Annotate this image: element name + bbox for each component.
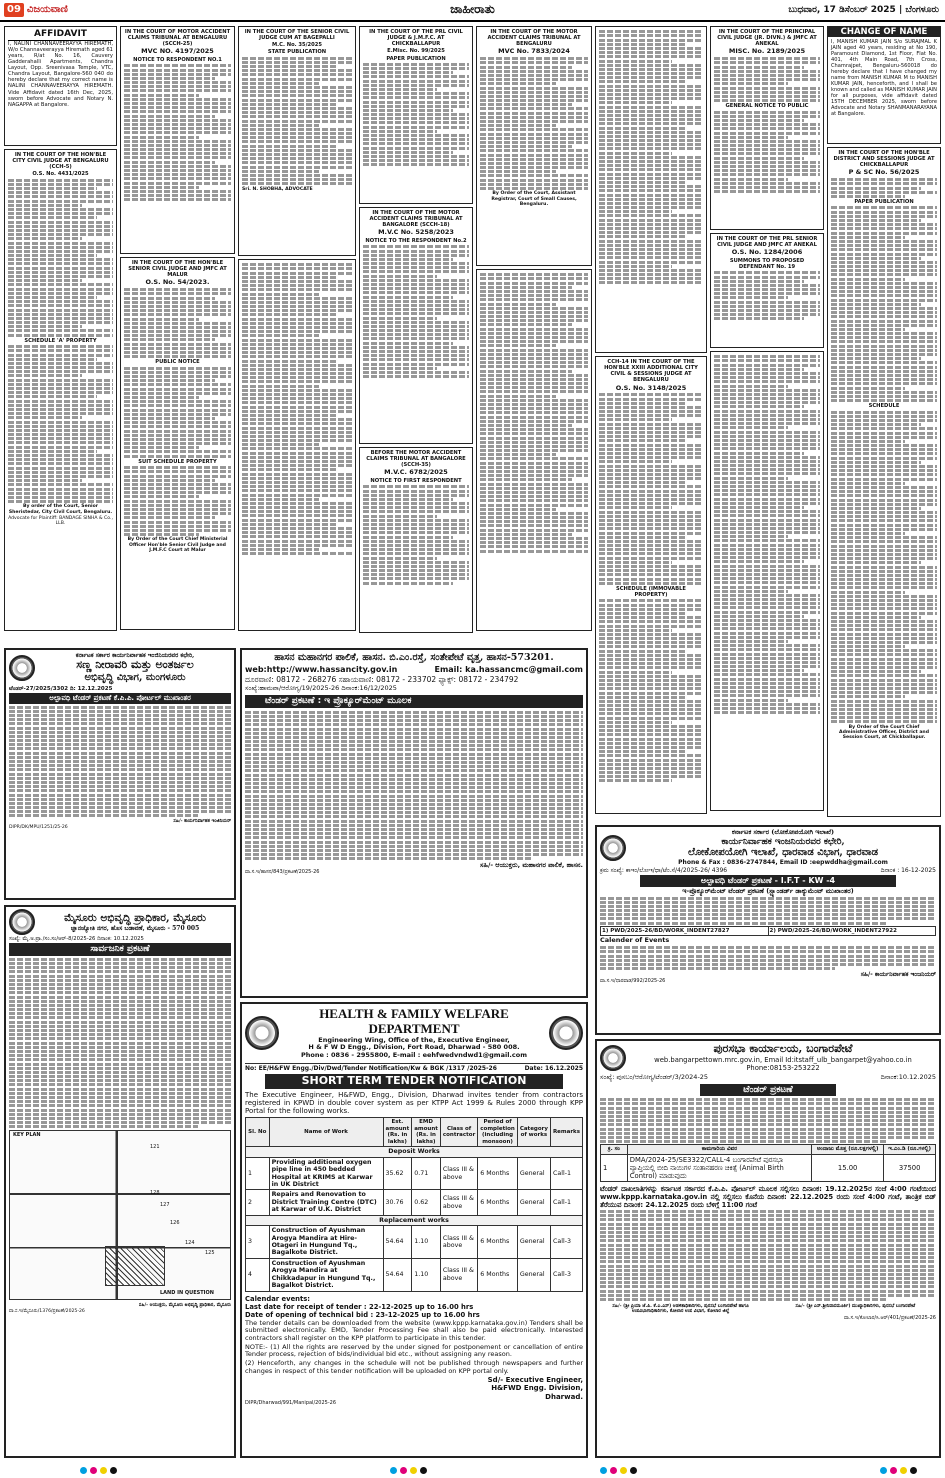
indent-1: 1) PWD/2025-26/BD/WORK_INDENT27827 [601,926,769,935]
pc-court: IN THE COURT OF THE HON'BLE DISTRICT AND SESSIONS JUDGE AT CHICKBALLAPUR [833,150,935,169]
bangarpet-ribbon: ಟೆಂಡರ್ ಪ್ರಕಟಣೆ [700,1084,836,1097]
cell-class: Class III & above [440,1157,477,1190]
os1-body [8,179,113,337]
dharwad-phone: Phone : 0836 - 2955800, E-mail : eehfwedvndwd1@gmail.com [301,1050,527,1059]
cell-class: Class III & above [440,1190,477,1215]
yellow-dot-icon [620,1467,627,1474]
cell-remarks: Call-3 [550,1258,582,1291]
mvc4-number: MVC No. 7833/2024 [498,47,570,56]
dharwad-health-tender-ad [240,1002,588,1458]
cell-work: DMA/2024-25/SE3322/CALL-4 ಬಂಗಾರಪೇಟೆ ಪುರಸಭಾ ವ್ಯಾಪ್ತಿಯಲ್ಲಿ ಬೀದಿ ನಾಯಿಗಳ ಸಂತಾನಹರಣ ಚಿಕಿತ್ಸೆ (Animal Birth Control) ಮಾಡುವುದು [627,1154,811,1181]
mvc-6782-notice [359,447,473,633]
mangaluru-title-2: ಸಣ್ಣ ನೀರಾವರಿ ಮತ್ತು ಅಂತರ್ಜಲ [76,658,194,672]
nhm-logo-icon [549,1016,583,1050]
opening-date: Date of opening of technical bid : 23-12-2025 up to 16.00 hrs [245,1310,480,1319]
cell-period: 6 Months [478,1258,518,1291]
date-line: ಬುಧವಾರ, 17 ಡಿಸೆಂಬರ್ 2025 | ಬೆಂಗಳೂರು [788,5,939,15]
magenta-dot-icon [400,1467,407,1474]
cell-emd: 0.62 [412,1190,441,1215]
pwd-sub: ಇ-ಪ್ರೊಕ್ಯೂರ್‌ಮೆಂಟ್ ಟೆಂಡರ್ ಪ್ರಕಟಣೆ (ಸ್ಟ್ಯಾಂಡರ್ಡ್ ಡಾಕ್ಯುಮೆಂಟ್ ಮುಖಾಂತರ) [682,886,854,895]
dharwad-sub1: Engineering Wing, Office of the, Executive Engineer, [318,1035,510,1044]
pwd-ribbon: ಅಲ್ಪಾವಧಿ ಟೆಂಡರ್ ಪ್ರಕಟಣೆ - I.F.T - KW -4 [640,875,896,886]
mysuru-public-notice-ad [4,905,236,1458]
pwd-phone: Phone & Fax : 0836-2747844, Email ID :eepwddha@gmail.com [678,859,888,867]
cell-emd: 37500 [884,1154,936,1181]
muda-logo-icon [9,909,35,935]
map-plot-label: 126 [170,1219,180,1226]
cell-est: 30.76 [383,1190,412,1215]
cell-remarks: Call-1 [550,1190,582,1215]
th-category: Category of works [517,1118,550,1147]
table-row [246,1226,583,1259]
os1-advocate: Advocate for Plaintiff: BANDAGE SINHA & Co., LLB. [8,516,113,527]
mysuru-title: ಮೈಸೂರು ಅಭಿವೃದ್ಧಿ ಪ್ರಾಧಿಕಾರ, ಮೈಸೂರು [64,912,206,925]
dharwad-ref: No: EE/H&FW Engg./Div/Dwd/Tender Notification/Kw & BGK /1317 /2025-26 [245,1064,497,1072]
os2-court: IN THE COURT OF THE HON'BLE SENIOR CIVIL JUDGE AND JMFC AT MALUR [128,260,227,279]
os1-court: IN THE COURT OF THE HON'BLE CITY CIVIL JUDGE AT BENGALURU (CCH-5) [12,152,109,171]
map-title: KEY PLAN [13,1131,41,1138]
mvc3-notice: NOTICE TO FIRST RESPONDENT [370,478,462,485]
black-dot-icon [630,1467,637,1474]
note-2: (2) Henceforth, any changes in the schedule will not be published through newspapers and further changes in respect of this tender notification will be uploaded on KPP portal only. [245,1358,583,1375]
signature-3: Dharwad. [545,1392,583,1401]
black-dot-icon [910,1467,917,1474]
indent-table [600,926,936,936]
os-54-2023-notice [120,257,235,630]
cell-work: Repairs and Renovation to District Training Centre (DTC) at Karwar of U.K. District [269,1190,383,1215]
mangaluru-ref: ಟೆಂಡರ್-27/2025/3302 ದಿ: 12.12.2025 [9,685,113,692]
hassan-web-link[interactable]: web:http://www.hassancity.gov.in [245,665,398,675]
pc-order: By Order of the Court Chief Administrative Officer, District and Session Court, at Chickballapur. [839,724,929,741]
cell-emd: 1.10 [412,1258,441,1291]
cyan-dot-icon [80,1467,87,1474]
map-plot-label: 124 [185,1239,195,1246]
mangaluru-title-1: ಕರ್ನಾಟಕ ಸರ್ಕಾರ ಕಾರ್ಯನಿರ್ವಾಹಕ ಇಂಜಿನಿಯರವರ ಕಛೇರಿ, [75,652,195,659]
cell-sl: 2 [246,1190,270,1215]
indent-2: 2) PWD/2025-26/BD/WORK_INDENT27922 [768,926,936,935]
cell-work: Construction of Ayushman Arogya Mandira at Hire-Otageri in Hungund Tq., Bagalkote District. [269,1226,383,1259]
pwd-signature: ಸಹಿ/- ಕಾರ್ಯನಿರ್ವಾಹಕ ಇಂಜನಿಯರ್ [860,971,936,979]
cell-class: Class III & above [440,1258,477,1291]
column-6 [595,26,707,821]
bangarpet-sig-right: ಸಹಿ/- (ಶ್ರೀ ಎಸ್.ಶ್ರೀನಿವಾಸಮೂರ್ತಿ) ಮುಖ್ಯಾಧಿಕಾರಿಗಳು, ಪುರಸಭೆ ಬಂಗಾರಪೇಟೆ [795,1304,916,1310]
th-period: Period of completion (including monsoon) [478,1118,518,1147]
os2-number: O.S. No. 54/2023. [145,278,210,287]
cyan-dot-icon [390,1467,397,1474]
karnataka-emblem-icon [9,655,35,681]
column-5 [476,26,592,641]
cell-work: Construction of Ayushman Arogya Mandira at Chikkadapur in Hungund Tq., Bagalkot District. [269,1258,383,1291]
bangarpet-title: ಪುರಸಭಾ ಕಾರ್ಯಾಲಯ, ಬಂಗಾರಪೇಟೆ [713,1042,853,1055]
table-row [246,1157,583,1190]
cell-sl: 1 [246,1157,270,1190]
bangarpet-web[interactable]: web.bangarpettown.mrc.gov.in, Email Id:itstaff_ulb_bangarpet@yahoo.co.in [654,1055,912,1064]
section-row [246,1147,583,1157]
mvc2-notice: NOTICE TO THE RESPONDENT No.2 [365,238,467,245]
karnataka-emblem-icon [245,1016,279,1050]
os4-schedule: SCHEDULE (IMMOVABLE PROPERTY) [616,585,686,599]
municipal-logo-icon [600,1045,626,1071]
column-1 [4,26,117,641]
cell-sl: 3 [246,1226,270,1259]
last-date: Last date for receipt of tender : 22-12-2025 up to 16.00 hrs [245,1302,474,1311]
pwd-date: ದಿನಾಂಕ : 16-12-2025 [880,867,936,875]
mangaluru-ribbon: ಅಲ್ಪಾವಧಿ ಟೆಂಡರ್ ಪ್ರಕಟಣೆ ಕೆ.ಪಿ.ಪಿ. ಪೋರ್ಟಲ್ ಮುಖಾಂತರ [9,693,231,703]
court1-heading: IN THE COURT OF THE SENIOR CIVIL JUDGE CUM AT BAGEPALLI [244,29,350,42]
cell-est: 54.64 [383,1226,412,1259]
pc-number: P & SC No. 56/2025 [848,168,920,177]
change-of-name-notice [827,26,941,144]
column-7 [710,26,824,821]
mvc1-sub: NOTICE TO RESPONDENT NO.1 [133,57,222,64]
os1-number: O.S. No. 4431/2025 [32,171,89,178]
th-sl: Sl. No [246,1118,270,1147]
os3-court: IN THE COURT OF THE PRL SENIOR CIVIL JUDGE AND JMFC AT ANEKAL [716,236,818,249]
os3-summons: SUMMONS TO PROPOSED DEFENDANT No. 19 [729,257,805,271]
mangaluru-tender-ad [4,648,236,900]
cell-est: 35.62 [383,1157,412,1190]
cell-remarks: Call-1 [550,1157,582,1190]
kannada-notice-a [595,26,707,353]
masthead [0,0,945,22]
mangaluru-dipr: DIPR/DK/MPU/1251/25-26 [9,825,68,831]
bangarpet-dates: ಟೆಂಡರ್ ದಾಖಲಾತಿಗಳನ್ನು ಕರ್ನಾಟಕ ಸರ್ಕಾರದ ಕೆ.ಪಿ.ಪಿ. ಪೋರ್ಟಲ್ ಮೂಲಕ ಸಲ್ಲಿಸಲು ದಿನಾಂಕ: 19.12.2025ರ ಸಂಜೆ 4:00 ಗಂಟೆಯಿಂದ www.kppp.karnataka.gov.in ನಲ್ಲಿ ಸಲ್ಲಿಸಲು ಕೊನೆಯ ದಿನಾಂಕ: 22.12.2025 ರಂದು ಸಂಜೆ 4:00 ಗಂಟೆ, ತಾಂತ್ರಿಕ ಬಿಡ್ ತೆರೆಯುವ ದಿನಾಂಕ: 24.12.2025 ರಂದು ಬೆಳಿಗ್ಗೆ 11:00 ಗಂಟೆ [600,1184,936,1209]
pc-schedule: SCHEDULE [868,403,900,410]
column-4 [359,26,473,641]
th-est: ಅಂದಾಜು ಮೊತ್ತ (ರೂ.ಲಕ್ಷಗಳಲ್ಲಿ) [812,1145,884,1154]
cell-sl: 4 [246,1258,270,1291]
kannada-notices-col5 [476,269,592,631]
signature-2: H&FWD Engg. Division, [491,1384,583,1393]
yellow-dot-icon [100,1467,107,1474]
table-row [246,1190,583,1215]
misc-number: MISC. No. 2189/2025 [728,47,806,56]
cell-work: Providing additional oxygen pipe line in 450 bedded Hospital at KRIMS at Karwar in UK District [269,1157,383,1190]
affidavit-title: AFFIDAVIT [8,29,113,41]
affidavit-notice [4,26,117,146]
mvc1-number: MVC NO. 4197/2025 [141,47,214,56]
note-1: NOTE:- (1) All the rights are reserved by the under signed for postponement or cancellation of entire Tender process, rejection of bids/individual bid etc., without assigning any reason. [245,1342,583,1359]
black-dot-icon [110,1467,117,1474]
pc-sub: PAPER PUBLICATION [854,199,914,206]
map-plot-label: 128 [150,1189,160,1196]
mvc4-order: By Order of the Court, Assistant Registrar, Court of Small Causes, Bengaluru. [491,191,577,208]
misc-2189-notice [710,26,824,230]
dharwad-intro: The Executive Engineer, H&FWD, Engg., Division, Dharwad invites tender from contractors registered in KPWD in double cover system as per KTPP Act 1999 & Rules 2000 through KPP Portal for the following works. [245,1090,583,1116]
column-3 [238,26,356,641]
mangaluru-title-3: ಅಭಿವೃದ್ಧಿ ವಿಭಾಗ, ಮಂಗಳೂರು [84,672,186,684]
map-plot-label: 121 [150,1143,160,1150]
mvc4-court: IN THE COURT OF THE MOTOR ACCIDENT CLAIMS TRIBUNAL AT BENGALURU [487,29,581,48]
mvc-5258-notice [359,207,473,444]
map-plot-label: 125 [205,1249,215,1256]
table-row [601,1154,936,1181]
dharwad-dipr: DIPR/Dharwad/991/Manipal/2025-26 [245,1399,337,1406]
table-header-row [246,1118,583,1147]
bagepalli-notice [238,26,356,256]
page-number: 09 [4,3,24,17]
os2-order: By Order of the Court Chief Ministerial Officer Hon'ble Senior Civil Judge and J.M.F.C Court at Malur [127,537,228,554]
cell-category: General [517,1258,550,1291]
mysuru-ribbon: ಸಾರ್ವಜನಿಕ ಪ್ರಕಟಣೆ [9,943,231,956]
affidavit-text: I, NALINI CHANNAVEERAYYA HIREMATH, W/o Channaveerayya Hiremath aged 61 years, R/at No. 16, Cauvery Gadderahalli Apartments, Chandra Layout, Opp. Sreenivasa Temple, VTC, Chandra Layout, Bangalore-560 040 do hereby declare that my correct name is NALINI CHANNAVEERAYYA HIREMATH. Vide Affidavit dated 16th Dec, 2025, sworn before Advocate and Notary N. NAGAPPA at Bangalore. [8,40,113,108]
court1-number: M.C. No. 35/2025 [272,42,322,49]
mvc-7833-notice [476,26,592,266]
hassan-phone: ದೂರವಾಣಿ: 08172 - 268276 ಸಹಾಯವಾಣಿ: 08172 - 233702 ಫ್ಯಾಕ್ಸ್: 08172 - 234792 [245,674,519,684]
print-registration-strip [0,1464,945,1478]
mysuru-address: ಜ್ಞಾನಜ್ಯೋತಿ ನಗರ, ಹೊಸ ಬಡಾವಣೆ, ಮೈಸೂರು - 570 005 [70,924,200,932]
os4-number: O.S. No. 3148/2025 [615,383,687,392]
dharwad-date: Date: 16.12.2025 [524,1064,583,1072]
paper-name: ವಿಜಯವಾಣಿ [26,4,68,15]
misc-court: IN THE COURT OF THE PRINCIPAL CIVIL JUDGE (JR. DIVN.) & JMFC AT ANEKAL [717,29,817,48]
karnataka-emblem-icon [600,835,626,861]
court1-heading: IN THE COURT OF THE PRL CIVIL JUDGE & J.M.F.C. AT CHICKBALLAPUR [369,29,463,48]
mysuru-dipr: ವಾ.ಸ.ಇ/ಮೈಸೂರು/1376/ಪ್ರಕಟಣೆ/2025-26 [9,1308,85,1314]
bangarpet-date: ದಿನಾಂಕ:10.12.2025 [880,1073,936,1081]
magenta-dot-icon [610,1467,617,1474]
court1-sub: PAPER PUBLICATION [386,55,446,62]
th-emd: EMD amount (Rs. in lakhs) [412,1118,441,1147]
cell-sl: 1 [601,1154,628,1181]
cell-emd: 1.10 [412,1226,441,1259]
th-sl: ಕ್ರ. ಸಂ [601,1145,628,1154]
dharwad-pwd-tender-ad [595,825,941,1035]
magenta-dot-icon [90,1467,97,1474]
th-work: Name of Work [269,1118,383,1147]
pwd-ref: ಕ್ರಮ ಸಂಖ್ಯೆ: ಕಾಇಂ/ಲೋಇ/ಧಾ/ಟೆಂ.ಸೆ/4/2025-26/ 4396 [600,867,728,875]
masthead-left [4,3,68,17]
column-2 [120,26,235,641]
cyan-dot-icon [880,1467,887,1474]
signature-1: Sd/- Executive Engineer, [487,1376,583,1385]
os2-schedule: SUIT SCHEDULE PROPERTY [138,458,217,465]
cell-class: Class III & above [440,1226,477,1259]
hassan-dipr: ವಾ.ಸ.ಇ/ಹಾಸನ/843/ಪ್ರಕಟಣೆ/2025-26 [245,869,320,876]
th-work: ಕಾಮಗಾರಿಯ ವಿವರ [627,1145,811,1154]
psc-56-notice [827,147,941,817]
land-in-question-hatch [105,1246,165,1286]
magenta-dot-icon [890,1467,897,1474]
hassan-ribbon: ಟೆಂಡರ್ ಪ್ರಕಟಣೆ : ಇ ಪ್ರೊಕ್ಯೂರ್‌ಮೆಂಟ್ ಮೂಲಕ [245,695,583,708]
docs-note: The tender details can be downloaded from the website (www.kppp.karnataka.gov.in) Tenders shall be submitted electronically. EMD, Tender Processing Fee shall also be paid electronically. Interested contractors shall register on the KPP platform to participate in this tender. [245,1318,583,1342]
hassan-tender-ad [240,648,588,998]
section-replacement: Replacement works [246,1215,583,1225]
bangarpet-dipr: ವಾ.ಸ.ಇ/ಕೋಲಾರ/ಸಿ.ಆರ್/401/ಪ್ರಕಟಣೆ/2025-26 [843,1314,936,1321]
cell-period: 6 Months [478,1157,518,1190]
pwd-line1: ಕರ್ನಾಟಕ ಸರ್ಕಾರ (ಲೋಕೋಪಯೋಗಿ ಇಲಾಖೆ) [731,828,835,836]
cyan-dot-icon [600,1467,607,1474]
pwd-dipr: ವಾ.ಸ.ಇ/ಧಾರವಾಡ/992/2025-26 [600,978,666,985]
map-land-label: LAND IN QUESTION [160,1289,214,1296]
hassan-signature: ಸಹಿ/- ಆಯುಕ್ತರು, ಮಹಾನಗರ ಪಾಲಿಕೆ, ಹಾಸನ. [480,860,583,869]
mvc1-court: IN THE COURT OF MOTOR ACCIDENT CLAIMS TRIBUNAL AT BENGALURU (SCCH-25) [124,29,231,48]
os-1284-notice [710,233,824,348]
pwd-line2: ಕಾರ್ಯನಿರ್ವಾಹಕ ಇಂಜನಿಯರವರ ಕಛೇರಿ, [721,836,845,847]
cell-est: 15.00 [812,1154,884,1181]
hassan-ref: ಸಂಖ್ಯೆ:ಹಾಮಪಾ/ಆರೋಗ್ಯ/19/2025-26 ದಿನಾಂಕ:16/12/2025 [245,684,397,693]
yellow-dot-icon [410,1467,417,1474]
column-8 [827,26,941,821]
cell-category: General [517,1226,550,1259]
os4-court: CCH-14 IN THE COURT OF THE HON'BLE XXIII ADDITIONAL CITY CIVIL & SESSIONS JUDGE AT BENGALURU [604,359,698,384]
cell-est: 54.64 [383,1258,412,1291]
calendar-title: Calendar events: [245,1294,311,1303]
change-of-name-title: CHANGE OF NAME [828,27,940,37]
yellow-dot-icon [900,1467,907,1474]
map-plot-label: 127 [160,1201,170,1208]
cell-period: 6 Months [478,1190,518,1215]
court1-number: E.Misc. No. 99/2025 [387,48,445,55]
table-header-row [601,1145,936,1154]
kannada-court-notice [238,259,356,631]
th-remarks: Remarks [550,1118,582,1147]
bangarpet-ref: ಸಂಖ್ಯೆ: ಪುಸಬಂ/ಆರೋಗ್ಯ/ಟೆಂಡರ್/3/2024-25 [600,1073,709,1081]
mysuru-signature: ಸಹಿ/- ಆಯುಕ್ತರು, ಮೈಸೂರು ಅಭಿವೃದ್ಧಿ ಪ್ರಾಧಿಕಾರ, ಮೈಸೂರು [138,1302,231,1308]
cell-category: General [517,1157,550,1190]
mysuru-ref: ಸಂಖ್ಯೆ: ಮೈ.ಅ.ಪ್ರಾ./ಸಂ.ಸಂ/ಆರ್-8/2025-26 ದಿನಾಂಕ: 10.12.2025 [9,936,144,942]
th-class: Class of contractor [440,1118,477,1147]
mvc2-court: IN THE COURT OF THE MOTOR ACCIDENT CLAIMS TRIBUNAL AT BANGALORE (SCCH-18) [369,210,463,229]
dharwad-tender-table [245,1117,583,1291]
os1-schedule: SCHEDULE 'A' PROPERTY [24,337,97,344]
mvc2-number: M.V.C No. 5258/2023 [378,228,454,237]
mvc-4197-notice [120,26,235,254]
hassan-email-link[interactable]: Email: ka.hassancmc@gmail.com [434,665,583,675]
black-dot-icon [420,1467,427,1474]
section-title: ಜಾಹೀರಾತು [450,2,495,16]
misc-public-notice: GENERAL NOTICE TO PUBLIC [725,103,809,110]
os3-number: O.S. No. 1284/2006 [731,248,803,257]
os1-order: By order of the Court, Senior Sheristedar, City Civil Court, Bengaluru. [8,504,113,515]
cell-category: General [517,1190,550,1215]
key-plan-map [9,1130,231,1300]
dharwad-sub2: H & F W D Engg., Division, Fort Road, Dharwad - 580 008. [308,1043,520,1052]
advocate-name: Sri. N. SHOBHA, ADVOCATE [242,186,313,192]
section-row [246,1215,583,1225]
pwd-line3: ಲೋಕೋಪಯೋಗಿ ಇಲಾಖೆ, ಧಾರವಾಡ ವಿಭಾಗ, ಧಾರವಾಡ [688,847,878,859]
th-est: Est. amount (Rs. in lakhs) [383,1118,412,1147]
bangarpet-table [600,1144,936,1182]
hassan-title: ಹಾಸನ ಮಹಾನಗರ ಪಾಲಿಕೆ, ಹಾಸನ. ಬಿ.ಎಂ.ರಸ್ತೆ, ಸಂತೇಪೇಟೆ ವೃತ್ತ, ಹಾಸನ-573201. [274,652,554,663]
section-deposit: Deposit Works [246,1147,583,1157]
mangaluru-signature: ಸಹಿ/- ಕಾರ್ಯನಿರ್ವಾಹಕ ಇಂಜಿನಿಯರ್ [173,818,231,824]
bangarpet-sig-left: ಸಹಿ/- (ಶ್ರೀ ಪ್ರಿಯಾ ಜೆ.ಪಿ. ಕೆ.ಎ.ಎಸ್) ಆಡಳಿತಾಧಿಕಾರಿಗಳು, ಪುರಸಭೆ ಬಂಗಾರಪೇಟೆ ಹಾಗೂ ಉಪವಿಭಾಗಾಧಿಕಾರಿಗಳು, ಕೋಲಾರ ಉಪ ವಿಭಾಗ, ಕೋಲಾರ ಜಿಲ್ಲೆ [612,1304,749,1315]
table-row [246,1258,583,1291]
bangarpet-tender-ad [595,1039,941,1458]
dharwad-dept-title: HEALTH & FAMILY WELFARE DEPARTMENT [319,1006,509,1037]
os2-public-notice: PUBLIC NOTICE [155,359,200,366]
mvc3-court: BEFORE THE MOTOR ACCIDENT CLAIMS TRIBUNAL AT BANGALORE (SCCH-35) [366,450,466,469]
cell-remarks: Call-3 [550,1226,582,1259]
chickballapur-misc-notice [359,26,473,204]
cell-emd: 0.71 [412,1157,441,1190]
court1-sub: STATE PUBLICATION [267,49,327,56]
bangarpet-phone: Phone:08153-253222 [746,1063,820,1072]
th-emd: ಇ.ಎಂ.ಡಿ (ರೂ.ಗಳಲ್ಲಿ) [884,1145,936,1154]
pwd-calendar: Calender of Events [600,936,670,945]
dharwad-ribbon: SHORT TERM TENDER NOTIFICATION [265,1074,563,1089]
os-4431-notice [4,149,117,631]
cell-period: 6 Months [478,1226,518,1259]
schedule-continuation [710,351,824,811]
mvc3-number: M.V.C. 6782/2025 [384,468,448,477]
os-3148-notice [595,356,707,814]
change-of-name-text: I, MANISH KUMAR JAIN S/o SURAJMAL K JAIN aged 40 years, residing at No 190, Paramount Diamond, 1st Floor, Flat No. 401, 4th Main Road, 7th Cross, Chamrajpet, Bengaluru-560018 do hereby declare that I have changed my name from MANISH KUMAR M to MANISH KUMAR JAIN, henceforth, and I shall be known and called as MANISH KUMAR JAIN for all purposes, vide affidavit dated 15TH DECEMBER 2025, sworn before Advocate and Notary SHANMANARAYANA at Bangalore. [831,39,937,118]
